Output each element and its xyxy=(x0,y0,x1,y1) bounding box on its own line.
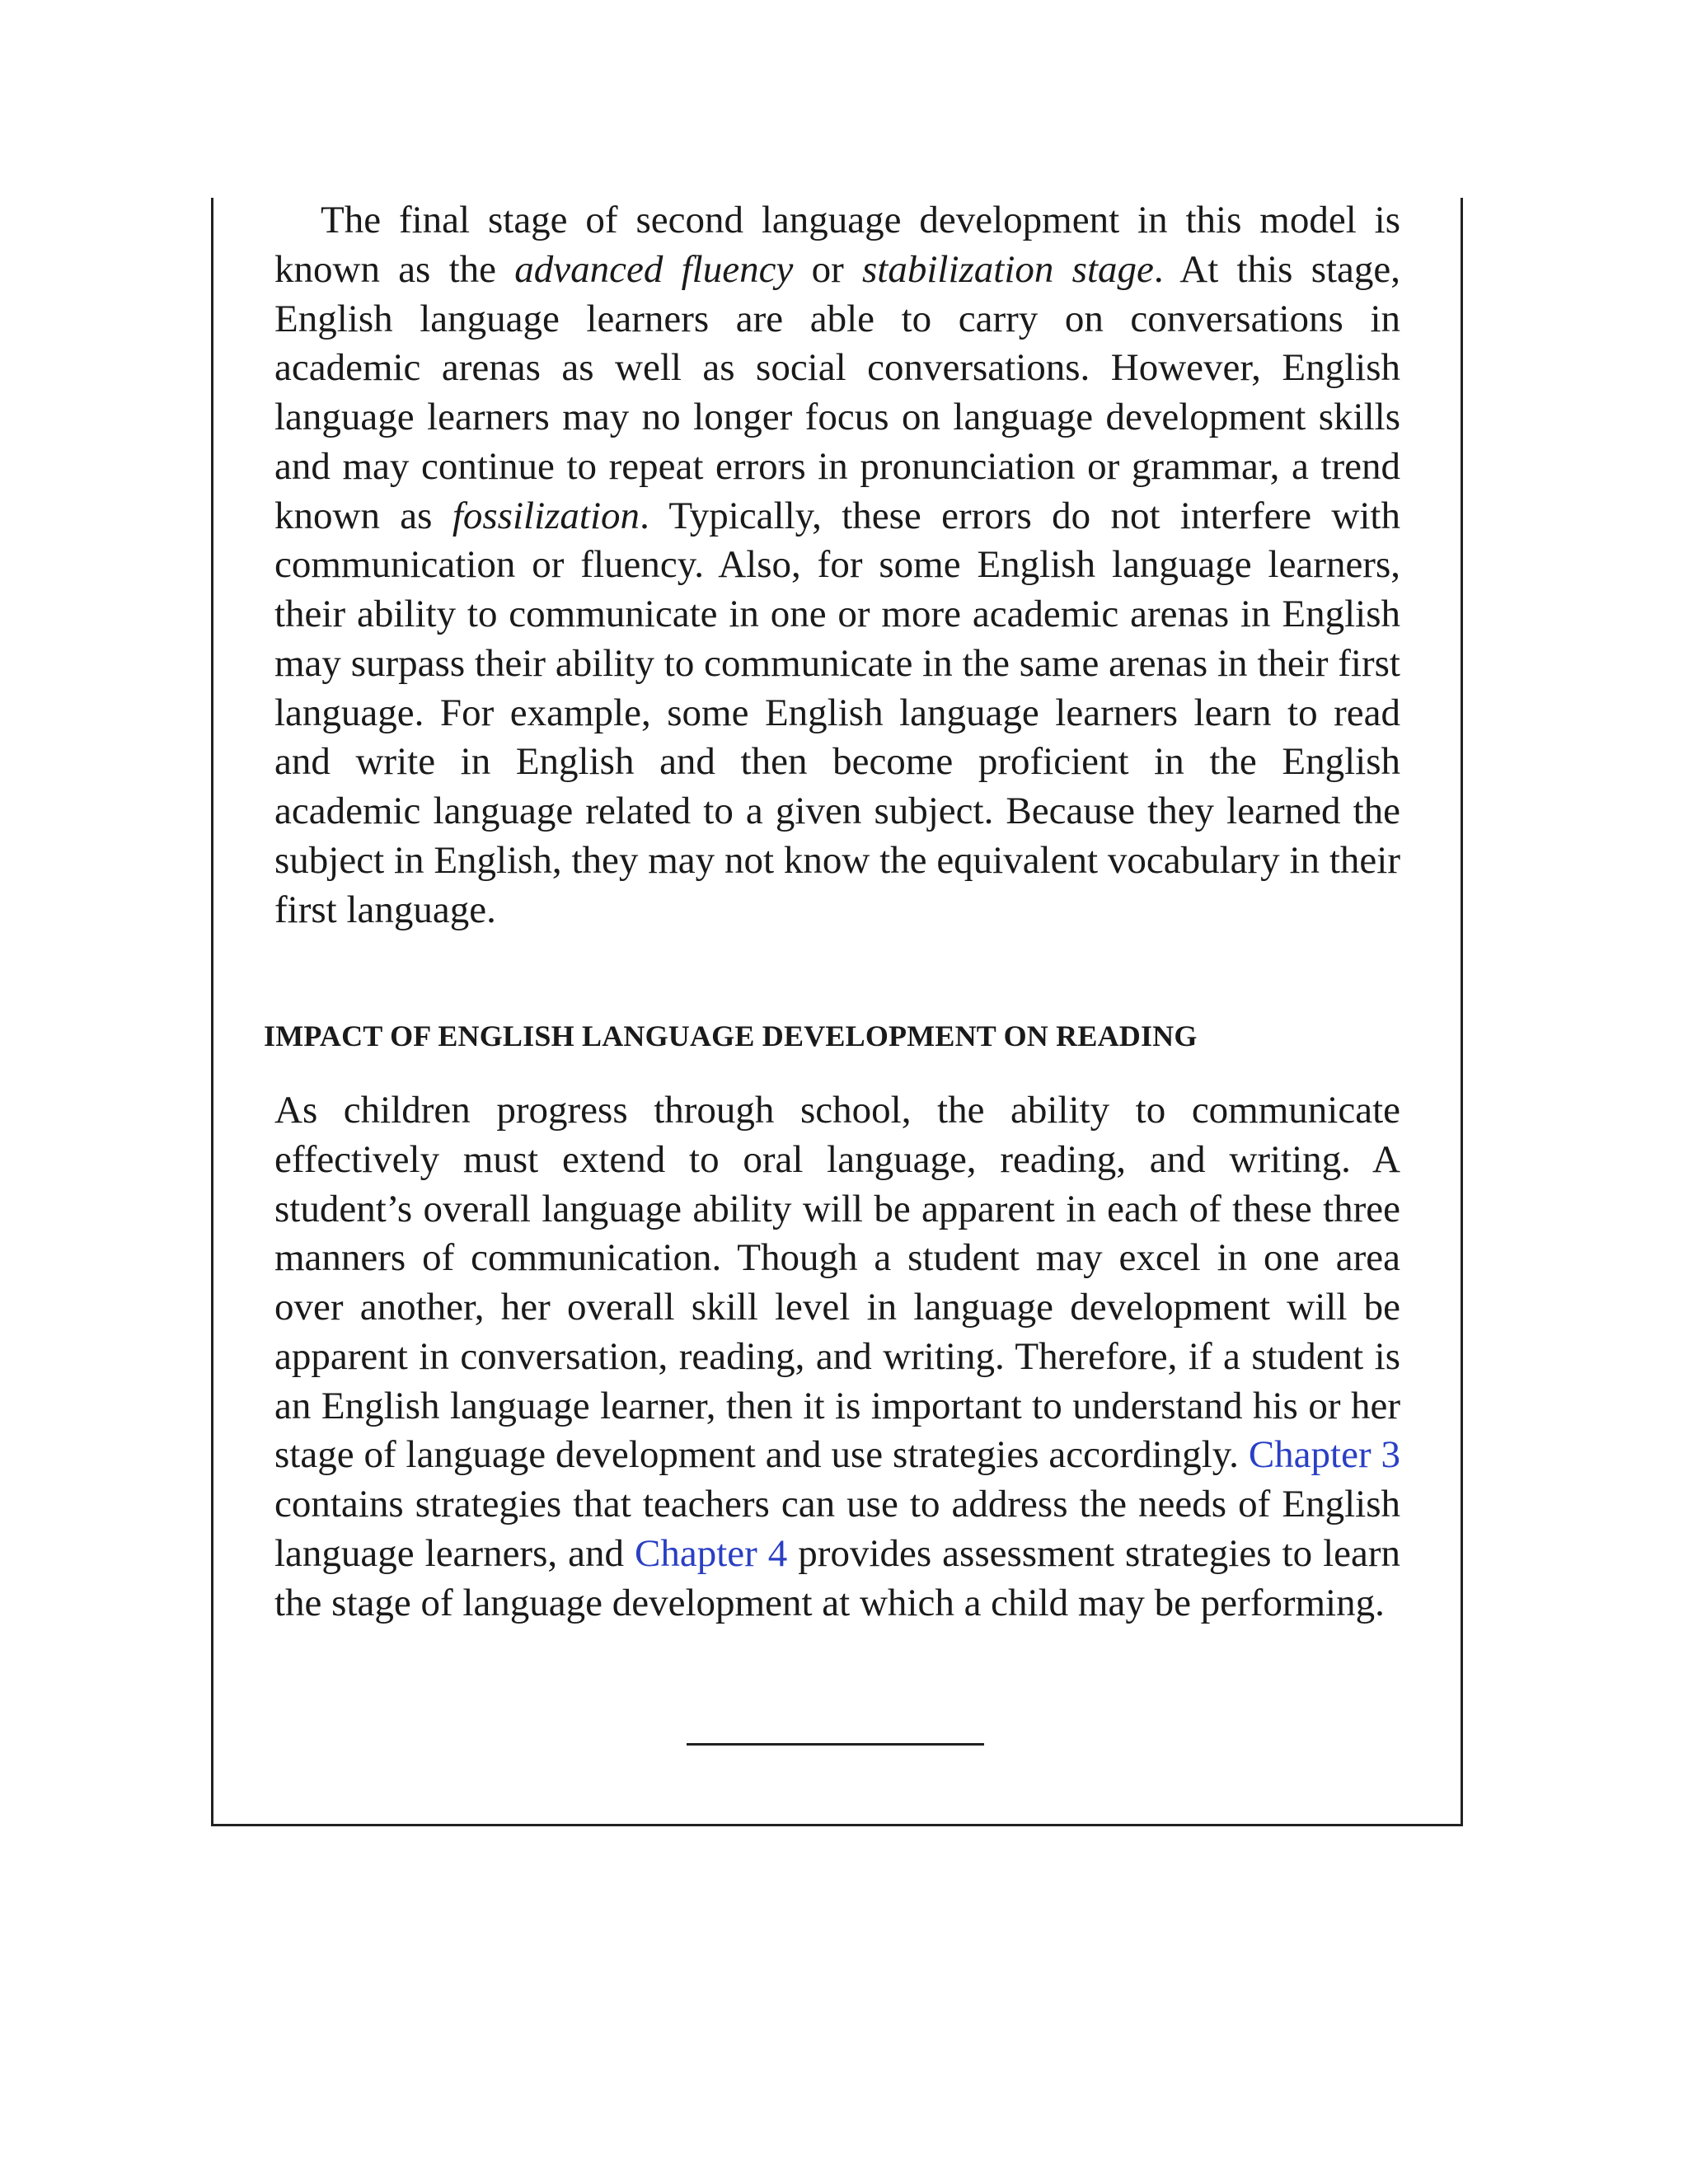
paragraph-text: As children progress through school, the ability to communicate effectively must extend to oral language, reading, and writing. A student’s overall language ability will be apparent in each of these three manners of communication. Though a student may excel in one area over another, her overall skill level in language development will be apparent in conversation, reading, and writing. Therefore, if a student is an English language learner, then it is important to understand his or her stage of language development and use strategies accordingly. xyxy=(274,1089,1400,1477)
paragraph-text: contains strategies that teachers can use to address the needs of English language learners, and xyxy=(274,1483,1400,1575)
paragraph-advanced-fluency xyxy=(274,196,1400,935)
chapter-4-link[interactable]: Chapter 4 xyxy=(635,1531,788,1575)
section-heading: IMPACT OF ENGLISH LANGUAGE DEVELOPMENT ON READING xyxy=(264,1019,1198,1052)
section-end-rule xyxy=(687,1743,984,1746)
paragraph-text: or xyxy=(793,247,862,291)
paragraph-text: The final stage of second language development in this model is known as the xyxy=(274,199,1400,291)
paragraph-text: . Typically, these errors do not interfere with communication or fluency. Also, for some English language learners, their ability to communicate in one or more academic arenas in English may surpass their ability to communicate in the same arenas in their first language. For example, some English language learners learn to read and write in English and then become proficient in the English academic language related to a given subject. Because they learned the subject in English, they may not know the equivalent vocabulary in their first language. xyxy=(274,494,1400,931)
paragraph-impact-on-reading xyxy=(274,1086,1400,1628)
chapter-3-link[interactable]: Chapter 3 xyxy=(1248,1433,1401,1477)
term-stabilization-stage: stabilization stage xyxy=(861,247,1154,291)
term-fossilization: fossilization xyxy=(452,494,640,537)
paragraph-text: provides assessment strategies to learn the stage of language development at which a child may be performing. xyxy=(274,1531,1401,1624)
paragraph-text: . At this stage, English language learners are able to carry on conversations in academic arenas as well as social conversations. However, English language learners may no longer focus on language development skills and may continue to repeat errors in pronunciation or grammar, a trend known as xyxy=(274,247,1401,537)
term-advanced-fluency: advanced fluency xyxy=(514,247,794,291)
